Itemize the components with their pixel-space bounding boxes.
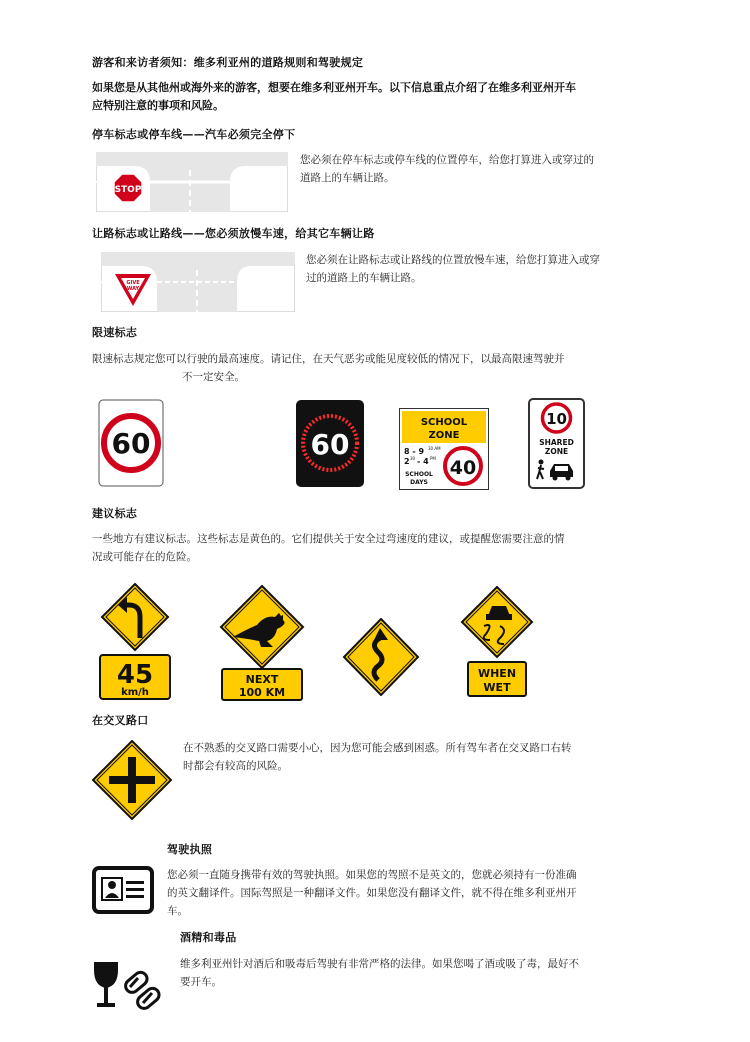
shared-line-1: SHARED <box>539 438 574 447</box>
school-limit: 40 <box>449 457 477 479</box>
speed-sign-value: 60 <box>111 427 151 460</box>
school-times-2: 2 <box>404 457 410 466</box>
license-line-2: 的英文翻译件。国际驾照是一种翻译文件。如果您没有翻译文件，就不得在维多利亚州开 <box>167 887 577 899</box>
school-zone-sign-icon <box>399 408 489 494</box>
stop-heading: 停车标志或停车线——汽车必须完全停下 <box>92 128 296 141</box>
giveway-line-2: 过的道路上的车辆让路。 <box>306 272 422 284</box>
school-title-2: ZONE <box>428 430 460 441</box>
advisory-heading: 建议标志 <box>92 507 138 520</box>
kangaroo-warning-sign-icon <box>217 585 307 705</box>
school-days-2: DAYS <box>410 479 428 486</box>
giveway-description <box>306 251 600 287</box>
advisory-description <box>92 530 702 566</box>
speed-description <box>92 350 692 386</box>
license-line-3: 车。 <box>167 905 188 917</box>
giveway-diagram <box>101 252 295 316</box>
license-card-icon <box>92 866 154 918</box>
alcohol-drugs-icon <box>92 960 166 1018</box>
shared-limit: 10 <box>546 410 567 428</box>
intersection-line-1: 在不熟悉的交叉路口需要小心，因为您可能会感到困惑。所有驾车者在交叉路口右转 <box>183 742 572 754</box>
giveway-heading: 让路标志或让路线——您必须放慢车速，给其它车辆让路 <box>92 227 375 240</box>
alcohol-heading: 酒精和毒品 <box>180 931 237 944</box>
stop-line-2: 道路上的车辆让路。 <box>300 172 395 184</box>
speed-line-1: 限速标志规定您可以行驶的最高速度。请记住，在天气恶劣或能见度较低的情况下，以最高限速驾驶并 <box>92 353 565 365</box>
license-heading: 驾驶执照 <box>167 843 213 856</box>
winding-road-sign-icon <box>342 618 420 700</box>
give-way-text-1: GIVE <box>126 280 140 286</box>
electronic-speed-sign-icon <box>296 400 364 491</box>
advisory-line-2: 况或可能存在的危险。 <box>92 551 197 563</box>
school-times-1: 8 - 9 <box>404 447 425 456</box>
shared-zone-sign-icon <box>528 398 585 493</box>
curve-speed-unit: km/h <box>121 687 149 698</box>
school-title-1: SCHOOL <box>420 417 468 428</box>
curve-speed-value: 45 <box>116 660 154 690</box>
speed-heading: 限速标志 <box>92 326 138 339</box>
stop-sign-text: STOP <box>114 185 142 195</box>
slippery-when-wet-sign-icon <box>460 586 534 702</box>
intro-line-1: 如果您是从其他州或海外来的游客，想要在维多利亚州开车。以下信息重点介绍了在维多利亚州开车 <box>92 81 576 94</box>
intersection-line-2: 时都会有较高的风险。 <box>183 760 288 772</box>
school-times-2-sup: 30 <box>410 456 416 461</box>
wet-line-1: WHEN <box>477 667 517 680</box>
school-days-1: SCHOOL <box>405 471 433 478</box>
license-line-1: 您必须一直随身携带有效的驾驶执照。如果您的驾照不是英文的，您就必须持有一份准确 <box>167 869 577 881</box>
stop-diagram <box>96 152 288 216</box>
wet-line-2: WET <box>483 681 511 694</box>
kangaroo-line-2: 100 KM <box>238 686 286 699</box>
wine-glass-icon <box>94 962 118 1007</box>
alcohol-line-1: 维多利亚州针对酒后和吸毒后驾驶有非常严格的法律。如果您喝了酒或吸了毒，最好不 <box>180 958 579 970</box>
school-times-2-end-sup: PM <box>430 456 436 461</box>
advisory-line-1: 一些地方有建议标志。这些标志是黄色的。它们提供关于安全过弯速度的建议，或提醒您需要注意的情 <box>92 533 565 545</box>
giveway-line-1: 您必须在让路标志或让路线的位置放慢车速，给您打算进入或穿 <box>306 254 600 266</box>
kangaroo-line-1: NEXT <box>245 673 279 686</box>
stop-sign-icon <box>114 174 142 202</box>
crossroads-sign-icon <box>92 740 172 824</box>
stop-line-1: 您必须在停车标志或停车线的位置停车，给您打算进入或穿过的 <box>300 154 594 166</box>
alcohol-line-2: 要开车。 <box>180 976 222 988</box>
electronic-sign-value: 60 <box>310 428 350 461</box>
speed-line-2: 不一定安全。 <box>182 371 245 383</box>
license-description <box>167 866 577 920</box>
pills-icon <box>123 970 162 1011</box>
intersection-description <box>183 739 572 775</box>
shared-line-2: ZONE <box>544 447 569 456</box>
intro-line-2: 应特别注意的事项和风险。 <box>92 99 224 112</box>
intro-paragraph <box>92 79 692 115</box>
curve-advisory-sign-icon <box>98 583 172 705</box>
intersection-heading: 在交叉路口 <box>92 714 149 727</box>
school-times-1-sup: 30 AM <box>428 446 441 451</box>
stop-description <box>300 151 594 187</box>
give-way-text-2: WAY <box>126 286 140 292</box>
alcohol-description <box>180 955 579 991</box>
speed-limit-60-sign-icon <box>98 399 164 491</box>
page-title: 游客和来访者须知：维多利亚州的道路规则和驾驶规定 <box>92 56 364 69</box>
school-times-2-end: - 4 <box>417 457 429 466</box>
